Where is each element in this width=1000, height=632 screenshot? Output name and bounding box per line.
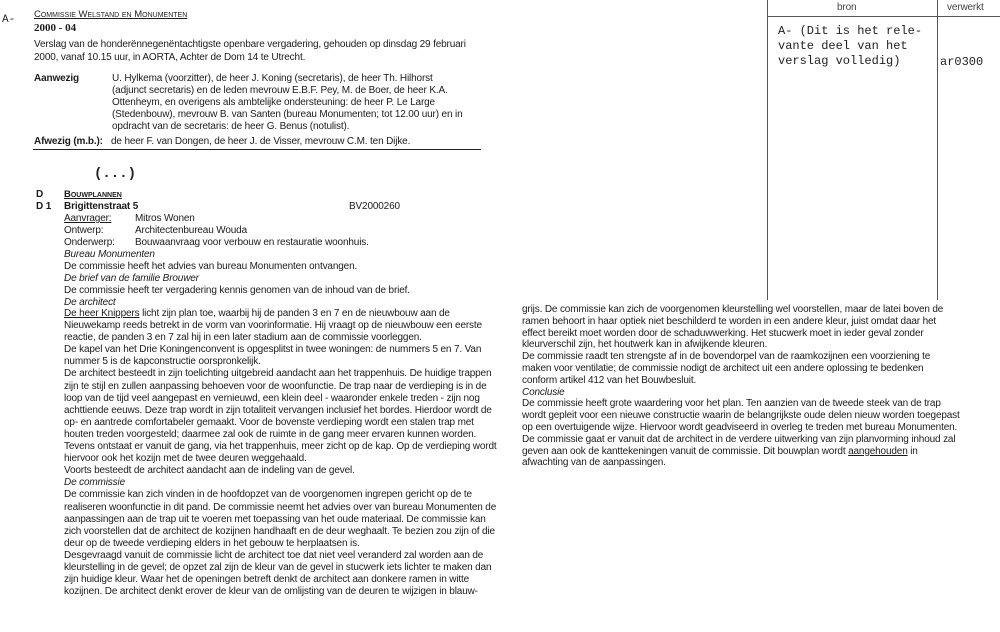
- text-line: [522, 410, 960, 422]
- text-line: [64, 405, 497, 417]
- intro-text: [34, 39, 466, 64]
- field-label: Aanvrager:: [64, 213, 112, 224]
- text-line: [64, 465, 497, 477]
- text-line: [64, 453, 497, 465]
- text-line: [64, 381, 497, 393]
- subheading: De brief van de familie Brouwer: [64, 273, 199, 284]
- subheading: Conclusie: [522, 386, 565, 398]
- present-line: U. Hylkema (voorzitter), de heer J. Koning (secretaris), de heer Th. Hilhorst: [112, 73, 433, 84]
- line-text: Desgevraagd vanuit de commissie licht de architect toe dat niet veel veranderd zal worden aan de: [64, 549, 484, 561]
- intro-line: Verslag van de honderënnegenëntachtigste openbare vergadering, gehouden op dinsdag 29 februari: [34, 39, 466, 50]
- text-line: [64, 514, 497, 526]
- line-text: De architect besteedt in zijn toelichting uitgebreid aandacht aan het trappenhuis. De huidige trappen: [64, 368, 492, 380]
- column-header-source: bron: [837, 2, 857, 13]
- line-text: in: [907, 445, 918, 457]
- item-fields: [64, 213, 410, 309]
- line-text: geven aan ook de kanttekeningen vanuit de commissie. Dit bouwplan wordt: [522, 445, 849, 457]
- text-line: [64, 393, 497, 405]
- subheading: Bureau Monumenten: [64, 249, 155, 260]
- text-line: [64, 538, 497, 550]
- text-line: [64, 429, 497, 441]
- line-text: realiseren woonfunctie in dit pand. De commissie neemt het advies over van bureau Monumenten de: [64, 501, 497, 513]
- section-letter: D: [36, 189, 44, 200]
- text-line: [64, 550, 497, 562]
- field-label: Onderwerp:: [64, 237, 115, 248]
- present-label: Aanwezig: [34, 73, 79, 84]
- ellipsis: (...): [94, 166, 137, 182]
- line-text: maken voor ventilatie; de commissie nodigt de architect uit een andere oplossing te bedenken: [522, 362, 924, 374]
- source-note-line: verslag volledig): [778, 54, 901, 68]
- field-value: Bouwaanvraag voor verbouw en restauratie woonhuis.: [135, 237, 369, 248]
- text-line: [522, 375, 960, 387]
- table-border: [937, 0, 938, 300]
- source-note: [778, 24, 922, 69]
- line-text: op een overtuigende wijze. Hiervoor wordt geadviseerd in overleg te treden met bureau Monumenten.: [522, 421, 958, 433]
- line-text: Nieuwekamp reeds betrekt in de vorm van voorinformatie. Hij vraagt op de nieuwbouw een eerste: [64, 320, 482, 332]
- text-line: [64, 502, 497, 514]
- line-text: conform artikel 412 van het Bouwbesluit.: [522, 374, 697, 386]
- column-header-processed: verwerkt: [947, 2, 984, 13]
- line-text: zich voorstellen dat de architect de kozijnen handhaaft en de deur weghaalt. Te bezien zou zijn of die: [64, 525, 495, 537]
- reference-number: BV2000260: [349, 201, 400, 212]
- field-label: Ontwerp:: [64, 225, 104, 236]
- line-text: Tevens ontstaat er vanuit de gang, via het trappenhuis, meer zicht op de kap. Op de verdieping wordt: [64, 441, 497, 453]
- text-line: [64, 441, 497, 453]
- line-text: hiervoor ook het kozijn met de twee deuren weggehaald.: [64, 453, 307, 465]
- processed-code: ar0300: [940, 55, 984, 69]
- table-border: [767, 0, 768, 300]
- text-line: [522, 446, 960, 458]
- text-line: [522, 328, 960, 340]
- line-text: De kapel van het Drie Koningenconvent is opgesplitst in twee woningen: de nummers 5 en 7. Van: [64, 344, 482, 356]
- field-value: Architectenbureau Wouda: [135, 225, 247, 236]
- line-text: De commissie raadt ten strengste af in de bovendorpel van de raamkozijnen een voorziening te: [522, 351, 931, 363]
- text-line: [522, 351, 960, 363]
- line-text: kleurverschil zijn, het houtwerk kan in afwijkende kleuren.: [522, 339, 768, 351]
- line-text: houten treden voorgesteld; daarmee zal ook de ruimte in de gang meer ervaren kunnen worden.: [64, 428, 477, 440]
- line-text: aanpassingen aan de trap uit te voeren met toepassing van het oude materiaal. De commissie kan: [64, 513, 486, 525]
- text-line: [522, 304, 960, 316]
- organisation-name: Commissie Welstand en Monumenten: [34, 9, 188, 20]
- section-title: Bouwplannen: [64, 189, 122, 200]
- line-text: afwachting van de aanpassingen.: [522, 457, 666, 469]
- subheading: De commissie: [64, 477, 125, 489]
- line-text: kozijnen. De architect denkt erover de kleur van de omlijsting van de deuren te wijzigen in blauw-: [64, 586, 478, 598]
- text-line: [522, 316, 960, 328]
- line-text: nummer 5 is de kapconstructie oorspronkelijk.: [64, 356, 261, 368]
- left-column-text: [64, 308, 497, 598]
- text-line: [64, 368, 497, 380]
- text-line: [64, 574, 497, 586]
- paragraph: De commissie heeft het advies van bureau Monumenten ontvangen.: [64, 261, 358, 272]
- absent-label: Afwezig (m.b.):: [34, 136, 103, 147]
- present-line: opdracht van de secretaris: de heer G. Benus (notulist).: [112, 121, 350, 132]
- text-line: [522, 339, 960, 351]
- text-line: [522, 398, 960, 410]
- right-column-text: [522, 304, 960, 469]
- line-text: zijn te stijl en zullen aanpassing behoeven voor de woonfunctie. De trap naar de verdieping is in de: [64, 380, 487, 392]
- line-text: grijs. De commissie kan zich de voorgenomen kleurstelling wel voorstellen, maar de latei boven de: [522, 304, 944, 315]
- present-line: Ottenheym, en overigens als ambtelijke ondersteuning: de heer P. Le Large: [112, 97, 435, 108]
- text-line: [64, 586, 497, 598]
- line-text: loop van de tijd veel aangepast en vernieuwd, een klein deel - waaronder enkele treden - zijn nog: [64, 392, 480, 404]
- table-border: [767, 16, 1000, 17]
- line-text: De commissie kan zich vinden in de hoofdopzet van de voorgenomen ingrepen gericht op de te: [64, 489, 472, 501]
- line-text: kleurstelling in de gevel; de opzet zal zijn de kleur van de gevel in stucwerk iets lichter te maken dan: [64, 561, 492, 573]
- source-mark: A-: [2, 14, 16, 26]
- line-text: zijn huidige kleur. Waar het de openingen betreft denkt de architect aan donkere ramen in witte: [64, 574, 470, 586]
- line-text: De commissie heeft grote waardering voor het plan. Ten aanzien van de tweede steek van de trap: [522, 398, 941, 410]
- present-line: (Stedenbouw), mevrouw B. van Santen (bureau Monumenten; tot 12.00 uur) en in: [112, 109, 463, 120]
- text-line: [522, 422, 960, 434]
- text-line: [64, 308, 497, 320]
- text-line: [64, 417, 497, 429]
- line-text: achttiende eeuws. Deze trap wordt in zijn totaliteit vervangen inclusief het bordes. Hierdoor wordt de: [64, 404, 492, 416]
- line-text: De commissie gaat er vanuit dat de architect in de verdere uitwerking van zijn planvorming inhoud zal: [522, 433, 956, 445]
- intro-line: 2000, vanaf 10.15 uur, in AORTA, Achter de Dom 14 te Utrecht.: [34, 52, 306, 63]
- text-line: [522, 457, 960, 469]
- text-line: [64, 356, 497, 368]
- field-value: Mitros Wonen: [135, 213, 195, 224]
- item-number: D 1: [36, 201, 52, 212]
- text-line: [64, 320, 497, 332]
- decision-status: aangehouden: [848, 445, 908, 457]
- line-text: Voorts besteedt de architect aandacht aan de indeling van de gevel.: [64, 465, 355, 477]
- text-line: [522, 387, 960, 399]
- text-line: [64, 477, 497, 489]
- paragraph: De commissie heeft ter vergadering kennis genomen van de inhoud van de brief.: [64, 285, 410, 296]
- line-text: effect bereikt moet worden door de schaduwwerking. Het stucwerk moet in ieder geval zonder: [522, 327, 924, 339]
- line-text: deur op de tweede verdieping elders in het gebouw te herplaatsen is.: [64, 537, 360, 549]
- text-line: [64, 562, 497, 574]
- person-name: De heer Knippers: [64, 308, 140, 319]
- line-text: wordt gepleit voor een nieuwe constructie waarin de belangrijkste oude delen nieuw worden toegepast: [522, 410, 960, 422]
- present-list: [112, 73, 462, 133]
- text-line: [522, 363, 960, 375]
- header-rule: [33, 149, 481, 150]
- line-text: reactie, de panden 3 en 7 zal hij in een later stadium aan de commissie voorleggen.: [64, 332, 422, 344]
- text-line: [64, 344, 497, 356]
- text-line: [64, 332, 497, 344]
- present-line: (adjunct secretaris) en de leden mevrouw E.B.F. Pey, M. de Boer, de heer K.A.: [112, 85, 448, 96]
- report-number: 2000 - 04: [34, 22, 77, 34]
- text-line: [522, 434, 960, 446]
- absent-list: de heer F. van Dongen, de heer J. de Visser, mevrouw C.M. ten Dijke.: [111, 136, 411, 147]
- line-text: licht zijn plan toe, waarbij hij de panden 3 en 7 en de nieuwbouw aan de: [139, 308, 450, 319]
- item-title: Brigittenstraat 5: [64, 201, 139, 212]
- text-line: [64, 489, 497, 501]
- source-note-line: A- (Dit is het rele-: [778, 24, 923, 38]
- source-note-line: vante deel van het: [778, 39, 908, 53]
- text-line: [64, 526, 497, 538]
- line-text: op- en aantrede comfortabeler gemaakt. Voor de bovenste verdieping wordt een stalen trap met: [64, 416, 474, 428]
- line-text: ramen behoort in haar optiek niet beschilderd te worden in een andere kleur, juist omdat daar het: [522, 315, 937, 327]
- subheading: De architect: [64, 297, 116, 308]
